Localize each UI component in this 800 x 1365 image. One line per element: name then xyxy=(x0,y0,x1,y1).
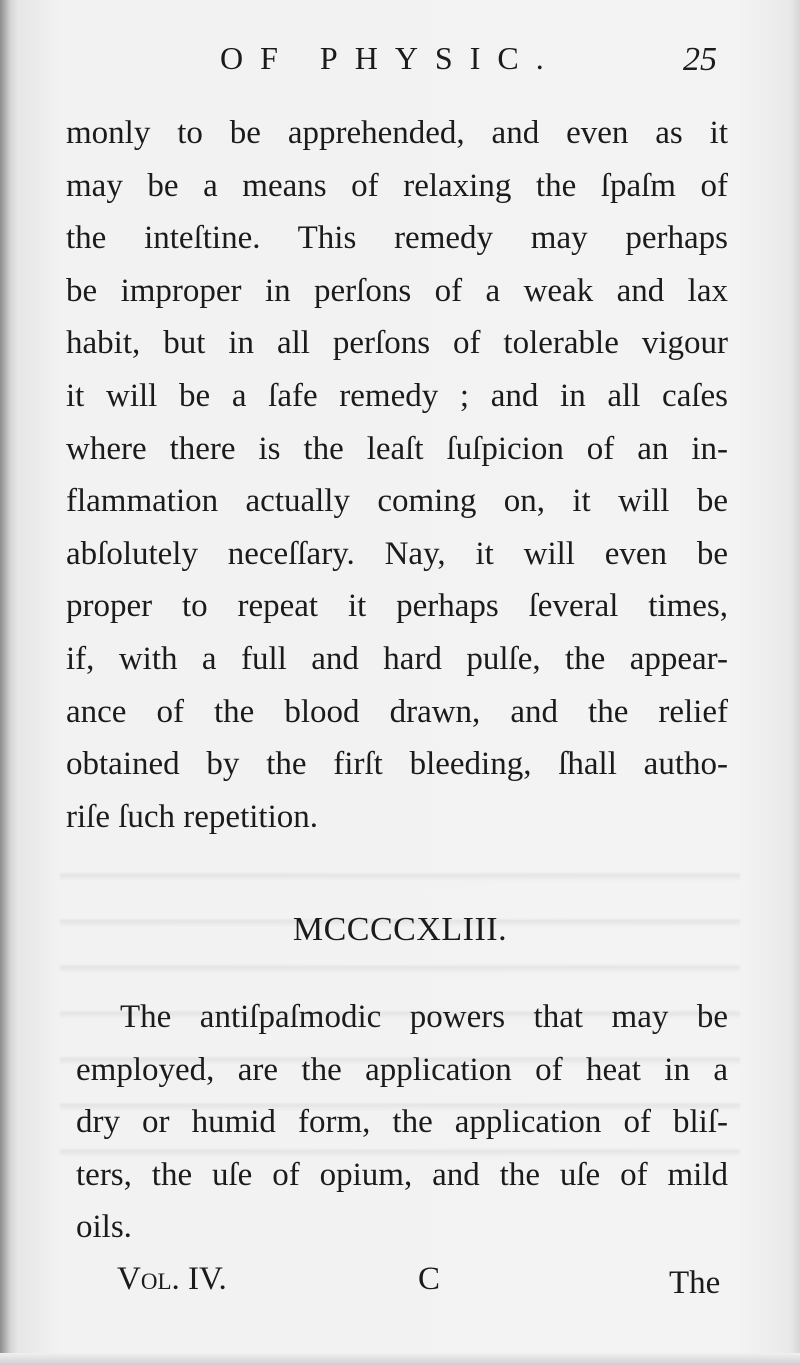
page-footer xyxy=(0,1257,800,1307)
text-line: habit, but in all perſons of tolerable vigour xyxy=(66,325,728,362)
page-header xyxy=(0,34,800,84)
text-line: where there is the leaſt ſuſpicion of an in- xyxy=(66,430,728,467)
paragraph-1 xyxy=(66,107,728,843)
text-line: oils. xyxy=(76,1209,132,1246)
text-line: the inteſtine. This remedy may perhaps xyxy=(66,220,728,257)
page-bottom-edge xyxy=(0,1353,800,1365)
text-line: flammation actually coming on, it will be xyxy=(66,483,728,520)
text-line: be improper in perſons of a weak and lax xyxy=(66,272,728,309)
running-head: OF PHYSIC. xyxy=(220,40,561,76)
text-line: proper to repeat it perhaps ſeveral times, xyxy=(66,588,728,625)
signature-mark: C xyxy=(418,1261,441,1297)
paragraph-2 xyxy=(76,991,728,1254)
section-number: MCCCCXLIII. xyxy=(292,911,508,948)
text-line: it will be a ſafe remedy ; and in all caſes xyxy=(66,377,728,414)
text-line: The antiſpaſmodic powers that may be xyxy=(120,999,728,1035)
text-line: monly to be apprehended, and even as it xyxy=(66,115,728,151)
text-line: employed, are the application of heat in a xyxy=(76,1051,728,1088)
text-line: riſe ſuch repetition. xyxy=(66,798,318,835)
text-line: ters, the uſe of opium, and the uſe of mild xyxy=(76,1156,728,1193)
page-number: 25 xyxy=(683,41,717,78)
page-gutter-shadow xyxy=(0,0,10,1365)
catchword: The xyxy=(669,1265,721,1301)
text-line: dry or humid form, the application of bliſ- xyxy=(76,1104,728,1141)
text-line: may be a means of relaxing the ſpaſm of xyxy=(66,167,728,204)
text-line: if, with a full and hard pulſe, the appear- xyxy=(66,640,728,677)
text-line: obtained by the firſt bleeding, ſhall autho- xyxy=(66,746,728,783)
volume-label: Vol. IV. xyxy=(117,1261,227,1297)
text-line: ance of the blood drawn, and the relief xyxy=(66,693,728,730)
text-line: abſolutely neceſſary. Nay, it will even be xyxy=(66,535,728,572)
